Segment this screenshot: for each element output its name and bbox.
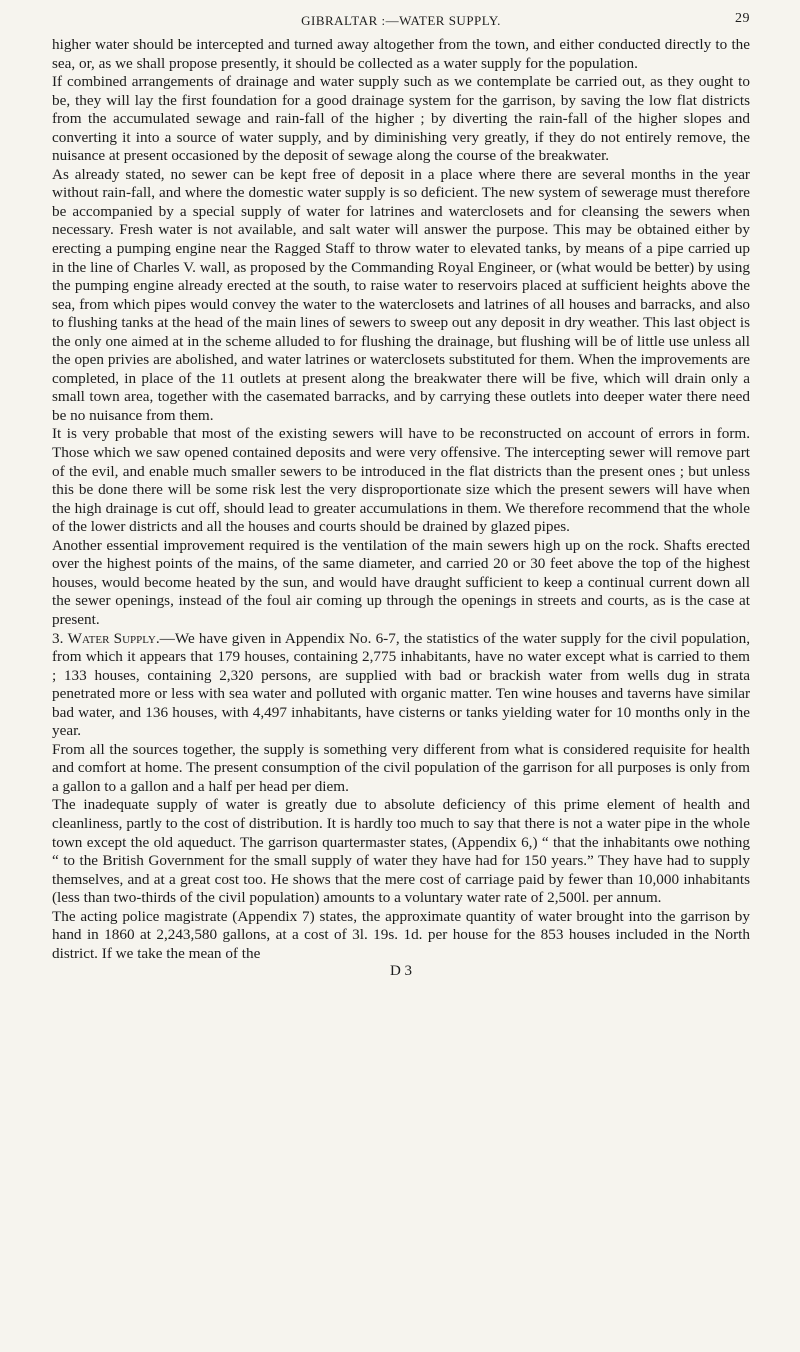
body-text (52, 36, 750, 963)
running-title: GIBRALTAR :—WATER SUPPLY. (301, 13, 501, 28)
section-number: 3. (52, 629, 64, 647)
signature-mark: D 3 (389, 963, 413, 980)
running-header (52, 10, 750, 36)
section-text: —We have given in Appendix No. 6-7, the statistics of the water supply for the civil population, from which it appears that 179 houses, containing 2,775 inhabitants, have no water except what is carried to them ; 133 houses, containing 2,320 persons, are supplied with bad or brackish water from wells dug in strata penetrated more or less with sea water and polluted with organic matter. Ten wine houses and taverns have similar bad water, and 136 houses, with 4,497 inhabitants, have cisterns or tanks yielding water for 10 months only in the year. (52, 629, 750, 740)
paragraph: From all the sources together, the supply is something very different from what is considered requisite for health and comfort at home. The present consumption of the civil population of the garrison for all purposes is only from a gallon to a gallon and a half per head per diem. (52, 740, 750, 795)
paragraph: If combined arrangements of drainage and water supply such as we contemplate be carried out, as they ought to be, they will lay the first foundation for a good drainage system for the garrison, by saving the low flat districts from the accumulated sewage and rain-fall of the higher ; by diverting the rain-fall of the higher slopes and converting it into a source of water supply, and by diminishing very greatly, if they do not entirely remove, the nuisance at present occasioned by the deposit of sewage along the course of the breakwater. (52, 73, 750, 165)
paragraph: The inadequate supply of water is greatly due to absolute deficiency of this prime element of health and cleanliness, partly to the cost of distribution. It is hardly too much to say that there is not a water pipe in the whole town except the old aqueduct. The garrison quartermaster states, (Appendix 6,) “ that the inhabitants owe nothing “ to the British Government for the small supply of water they have had for 150 years.” They have had to supply themselves, and at a great cost too. He shows that the mere cost of carriage paid by fewer than 10,000 inhabitants (less than two-thirds of the civil population) amounts to a voluntary water rate of 2,500l. per annum. (52, 796, 750, 907)
paragraph: Another essential improvement required is the ventilation of the main sewers high up on the rock. Shafts erected over the highest points of the mains, of the same diameter, and carried 20 or 30 feet above the top of the highest houses, would become heated by the sun, and would have draught sufficient to keep a continual current down all the sewer openings, instead of the foul air coming up through the openings in streets and courts, as is the case at present. (52, 536, 750, 628)
paragraph: higher water should be intercepted and turned away altogether from the town, and either conducted directly to the sea, or, as we shall propose presently, it should be collected as a water supply for the population. (52, 36, 750, 72)
section-heading: Water Supply. (67, 629, 160, 647)
section-3-paragraph (52, 630, 750, 741)
paragraph: The acting police magistrate (Appendix 7) states, the approximate quantity of water brought into the garrison by hand in 1860 at 2,243,580 gallons, at a cost of 3l. 19s. 1d. per house for the 853 houses included in the North district. If we take the mean of the (52, 907, 750, 962)
page-number: 29 (735, 11, 750, 26)
paragraph: As already stated, no sewer can be kept free of deposit in a place where there are several months in the year without rain-fall, and where the domestic water supply is so deficient. The new system of sewerage must therefore be accompanied by a special supply of water for latrines and waterclosets and for cleansing the sewers when necessary. Fresh water is not available, and salt water will answer the purpose. This may be obtained either by erecting a pumping engine near the Ragged Staff to throw water to elevated tanks, by means of a pipe carried up in the line of Charles V. wall, as proposed by the Commanding Royal Engineer, or (what would be better) by using the pumping engine already erected at the south, to raise water to reservoirs placed at sufficient heights above the sea, from which pipes would convey the water to the waterclosets and latrines of all houses and barracks, and also to flushing tanks at the head of the main lines of sewers to sweep out any deposit in dry weather. This last object is the only one aimed at in the scheme alluded to for flushing the drainage, but flushing will be of little use unless all the open privies are abolished, and water latrines or waterclosets substituted for them. When the improvements are completed, in place of the 11 outlets at present along the breakwater there will be five, which will drain only a small town area, together with the casemated barracks, and by carrying these outlets into deeper water there need be no nuisance from them. (52, 165, 750, 424)
paragraph: It is very probable that most of the existing sewers will have to be reconstructed on account of errors in form. Those which we saw opened contained deposits and were very offensive. The intercepting sewer will remove part of the evil, and enable much smaller sewers to be introduced in the flat districts than the present ones ; but unless this be done there will be some risk lest the very disproportionate size which the present sewers will have when the high drainage is cut off, should lead to greater accumulations in them. We therefore recommend that the whole of the lower districts and all the houses and courts should be drained by glazed pipes. (52, 425, 750, 536)
